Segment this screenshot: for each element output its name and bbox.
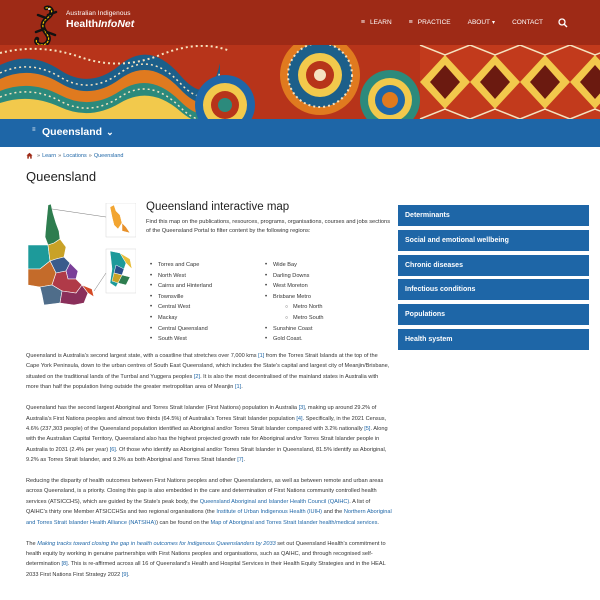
logo-line-2b: InfoNet	[98, 17, 135, 30]
list-item: • Sunshine Coast	[273, 324, 383, 335]
making-tracks-link[interactable]: Making tracks toward closing the gap in health outcomes for Indigenous Queenslanders by 2033	[37, 540, 276, 547]
section-title: Queensland	[42, 126, 103, 138]
main-nav	[361, 0, 600, 45]
reference-link[interactable]: [6]	[109, 446, 116, 453]
reference-link[interactable]: [1]	[234, 384, 242, 391]
region-list-2	[273, 260, 383, 345]
reference-link[interactable]: [9]	[121, 571, 128, 578]
map-heading: Queensland interactive map	[146, 201, 290, 213]
reference-link[interactable]: [2]	[193, 373, 201, 380]
paragraph: Queensland has the second largest Aboriginal and Torres Strait Islander (First Nations) population in Australia [3], making up around 29.2% of Australia's First Nations peoples and almost two thirds (64.5%) of Australia's Torres Strait Islander population [4]. Specifically, in the 2021 Census, 4.6% (237,303 people) of the Queensland population identified as Aboriginal and/or Torres Strait Islander compared with 3.2% nationally [5]. Along with the Australian Capital Territory, Queensland also has the highest projected growth rate for Aboriginal and/or Torres Strait Islander people in Australia to 2031 (2.4% per year) [6]. Of those who identify as Aboriginal and/or Torres Strait Islander in Queensland, 81.5% identify as Aboriginal, 9.2% as Torres Strait Islander, and 9.3% as both Aboriginal and Torres Strait Islander [7].	[26, 405, 388, 464]
section-bar	[0, 119, 600, 147]
sidebar-item-determinants[interactable]: Determinants	[398, 205, 589, 226]
nav-practice[interactable]	[409, 19, 451, 26]
indigenous-art-banner	[0, 45, 600, 119]
article-body	[26, 351, 392, 591]
reference-link[interactable]: [3]	[298, 405, 305, 412]
list-item: • Wide Bay	[273, 260, 383, 271]
breadcrumb-separator: »	[88, 152, 92, 159]
nav-learn[interactable]	[361, 19, 392, 26]
breadcrumb	[26, 152, 123, 159]
sidebar-item-chronic-diseases[interactable]: Chronic diseases	[398, 255, 589, 276]
map-info	[146, 201, 392, 236]
site-header	[0, 0, 600, 45]
logo-line-1: Australian Indigenous	[66, 10, 131, 17]
map-intro: Find this map on the publications, resources, programs, organisations, courses and jobs sections of the Queensland Portal to filter content by the following regions:	[146, 219, 391, 234]
site-logo[interactable]	[26, 5, 134, 47]
menu-icon: ≡	[408, 19, 413, 26]
page-title: Queensland	[26, 169, 97, 184]
region-lists	[146, 260, 392, 345]
reference-link[interactable]: [5]	[364, 425, 371, 432]
map-region-torres-and-cape[interactable]	[45, 204, 60, 245]
list-item: • Central West	[158, 302, 273, 313]
health-services-map-link[interactable]: Map of Aboriginal and Torres Strait Islander health/medical services	[210, 519, 378, 526]
list-item: • Brisbane Metro	[273, 292, 383, 303]
reference-link[interactable]: [1]	[258, 353, 265, 359]
breadcrumb-locations[interactable]: Locations	[63, 152, 87, 159]
region-list-1	[146, 260, 273, 345]
reference-link[interactable]: [4]	[296, 415, 303, 422]
paragraph: Queensland is Australia's second largest state, with a coastline that stretches over 7,000 kms [1] from the Torres Strait Islands at the top of the Cape York Peninsula, down to the urban centres of South East Queensland, which includes the State's capital and largest city of Meanjin/Brisbane, situated on the traditional lands of the Turrbal and Yuggera peoples [2]. It is also the most decentralised of the mainland states in Australia with more than half the population living outside the greater metropolitan area of Meanjin [1].	[26, 353, 390, 391]
list-item: • North West	[158, 271, 273, 282]
sidebar-item-populations[interactable]: Populations	[398, 304, 589, 325]
map-inset-torres-strait[interactable]	[110, 205, 122, 229]
list-item: • Townsville	[158, 292, 273, 303]
breadcrumb-queensland[interactable]: Queensland	[93, 152, 124, 159]
list-item: • Central Queensland	[158, 324, 273, 335]
topic-sidebar	[398, 205, 589, 354]
nav-about[interactable]	[468, 19, 495, 26]
sidebar-item-health-system[interactable]: Health system	[398, 329, 589, 350]
list-item: • Torres and Cape	[158, 260, 273, 271]
sidebar-item-infectious-conditions[interactable]: Infectious conditions	[398, 279, 589, 300]
nav-contact-label: CONTACT	[512, 19, 543, 26]
nav-contact[interactable]	[512, 19, 543, 26]
list-item: • Mackay	[158, 313, 273, 324]
list-item: • Cairns and Hinterland	[158, 281, 273, 292]
chevron-down-icon: ▾	[492, 20, 496, 26]
search-icon[interactable]	[558, 18, 568, 28]
reference-link[interactable]: [8]	[61, 561, 68, 568]
breadcrumb-separator: »	[37, 152, 41, 159]
paragraph: Reducing the disparity of health outcomes between First Nations peoples and other Queenslanders, as well as between remote and urban areas across Queensland, is a priority. Closing this gap is also embedded in the care and determination of First Nations community controlled health services (ATSICCHS), which are guided by the State's peak body, the Queensland Aboriginal and Islander Health Council (QAIHC). A list of QAIHC's thirty one Member ATSICCHSs and two regional organisations (the Institute of Urban Indigenous Health (IUIH) and the Northern Aboriginal and Torres Strait Islander Health Alliance (NATSIHA)) can be found on the Map of Aboriginal and Torres Strait Islander health/medical services.	[26, 478, 392, 526]
nav-practice-label: PRACTICE	[417, 19, 451, 26]
list-item: • Darling Downs	[273, 271, 383, 282]
gecko-logo-icon	[26, 5, 64, 47]
list-subitem: ○ Metro South	[273, 313, 383, 324]
menu-icon: ≡	[360, 19, 365, 26]
breadcrumb-learn[interactable]: Learn	[42, 152, 57, 159]
home-icon[interactable]	[26, 152, 33, 159]
list-item: • Gold Coast.	[273, 334, 383, 345]
paragraph: The Making tracks toward closing the gap in health outcomes for Indigenous Queenslanders by 2033 set out Queensland Health's commitment to health equity by working in genuine partnerships with First Nations peoples and organisations, such as QAIHC, and through recognised self-determination [8]. This is re-affirmed across all 16 of Queensland's Health and Hospital Services in their Health Equity Strategies and in the HEAL 2033 First Nations First Strategy 2022 [9].	[26, 540, 386, 578]
natsiha-link[interactable]: Northern Aboriginal and Torres Strait Islander Health Alliance (NATSIHA)	[26, 509, 392, 526]
nav-learn-label: LEARN	[369, 19, 392, 26]
menu-icon: ≡	[32, 127, 36, 133]
section-dropdown[interactable]	[42, 126, 114, 138]
reference-link[interactable]: [7]	[237, 457, 244, 464]
iuih-link[interactable]: Institute of Urban Indigenous Health (IUIH)	[216, 509, 323, 516]
logo-line-2a: Health	[66, 17, 99, 30]
list-item: • West Moreton	[273, 281, 383, 292]
chevron-down-icon: ⌄	[106, 126, 114, 137]
qaihc-link[interactable]: Queensland Aboriginal and Islander Health Council (QAIHC)	[199, 498, 350, 505]
sidebar-item-social-emotional-wellbeing[interactable]: Social and emotional wellbeing	[398, 230, 589, 251]
list-item: • South West	[158, 334, 273, 345]
nav-about-label: ABOUT	[467, 19, 491, 26]
queensland-interactive-map[interactable]	[26, 203, 136, 313]
breadcrumb-separator: »	[58, 152, 62, 159]
list-subitem: ○ Metro North	[273, 302, 383, 313]
